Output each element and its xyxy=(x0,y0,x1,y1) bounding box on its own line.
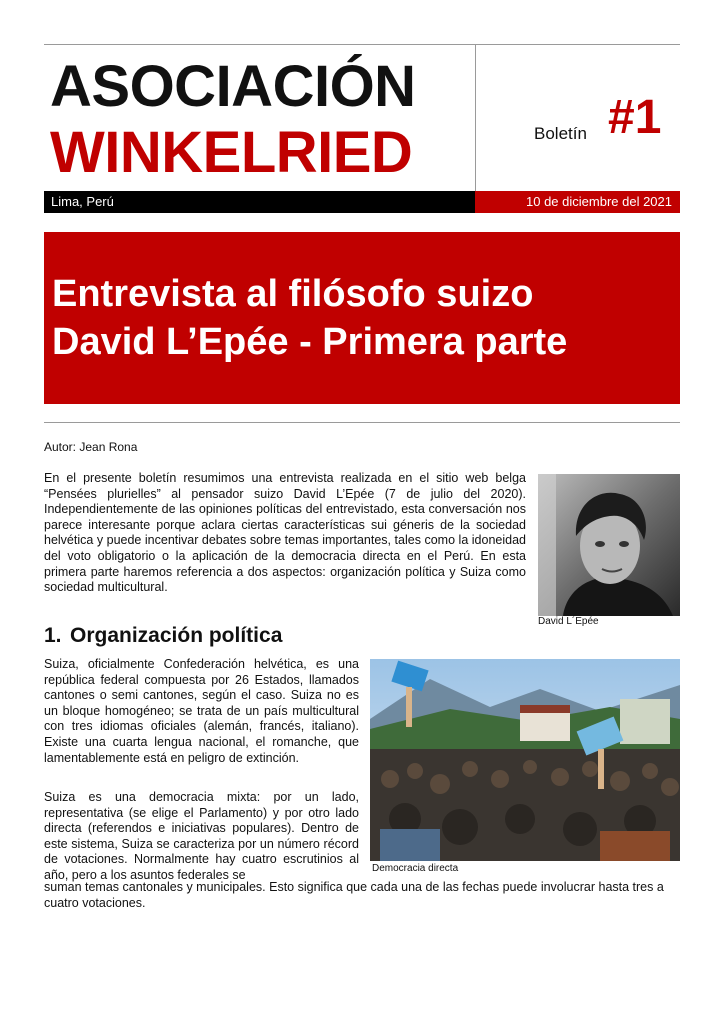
intro-paragraph: En el presente boletín resumimos una entrevista realizada en el sitio web belga “Pensées plurielles” al pensador suizo David L’Epée (7 de julio del 2020). Independientemente de las opiniones políticas del entrevistado, esta conversación nos parece interesante porque aclara ciertas características sui géneris de la sociedad helvética y puede incentivar debates sobre temas importantes, tales como la idoneidad del voto obligatorio o la aplicación de la democracia directa en el Perú. En esta primera parte haremos referencia a dos aspectos: organización política y Suiza como sociedad multicultural. xyxy=(44,471,526,595)
location-bar xyxy=(44,191,475,213)
top-rule xyxy=(44,44,680,45)
section-paragraph-1: Suiza, oficialmente Confederación helvética, es una república federal compuesta por 26 Estados, llamados cantones o semi cantones, según el caso. Suiza no es un bloque homogéneo; se trata de un país multicultural con tres idiomas oficiales (alemán, francés, italiano). Existe una cuarta lengua nacional, el romanche, que lamentablemente está en peligro de extinción. xyxy=(44,657,359,765)
author-line: Autor: Jean Rona xyxy=(44,440,138,454)
headline-line1: Entrevista al filósofo suizo xyxy=(52,273,534,315)
location-text: Lima, Perú xyxy=(51,194,114,209)
crowd-image xyxy=(370,659,680,861)
section-paragraph-2: Suiza es una democracia mixta: por un lado, representativa (se elige el Parlamento) y por otro lado directa (referendos e iniciativas populares). Dentro de este sistema, Suiza se caracteriza por un número récord de votaciones. Normalmente hay cuatro escrutinios al año, pero a los asuntos federales se xyxy=(44,790,359,882)
date-text: 10 de diciembre del 2021 xyxy=(526,194,672,209)
headline xyxy=(52,270,672,366)
org-name-line2: WINKELRIED xyxy=(50,120,413,185)
portrait-caption: David L´Epée xyxy=(538,616,599,627)
portrait-image xyxy=(538,474,680,616)
boletin-label: Boletín xyxy=(534,124,587,143)
section-number: 1. xyxy=(44,624,62,647)
portrait-photo xyxy=(538,474,680,616)
banner-bottom-rule xyxy=(44,422,680,423)
democracy-photo-caption: Democracia directa xyxy=(372,863,459,874)
section-title: Organización política xyxy=(70,624,283,647)
masthead-divider xyxy=(475,44,476,192)
headline-line2: David L’Epée - Primera parte xyxy=(52,321,568,363)
org-name-line1: ASOCIACIÓN xyxy=(50,54,416,119)
democracy-photo xyxy=(370,659,680,861)
issue-number: #1 xyxy=(608,91,662,144)
section-paragraph-3: suman temas cantonales y municipales. Esto significa que cada una de las fechas puede involucrar hasta tres a cuatro votaciones. xyxy=(44,880,664,910)
date-bar xyxy=(475,191,680,213)
